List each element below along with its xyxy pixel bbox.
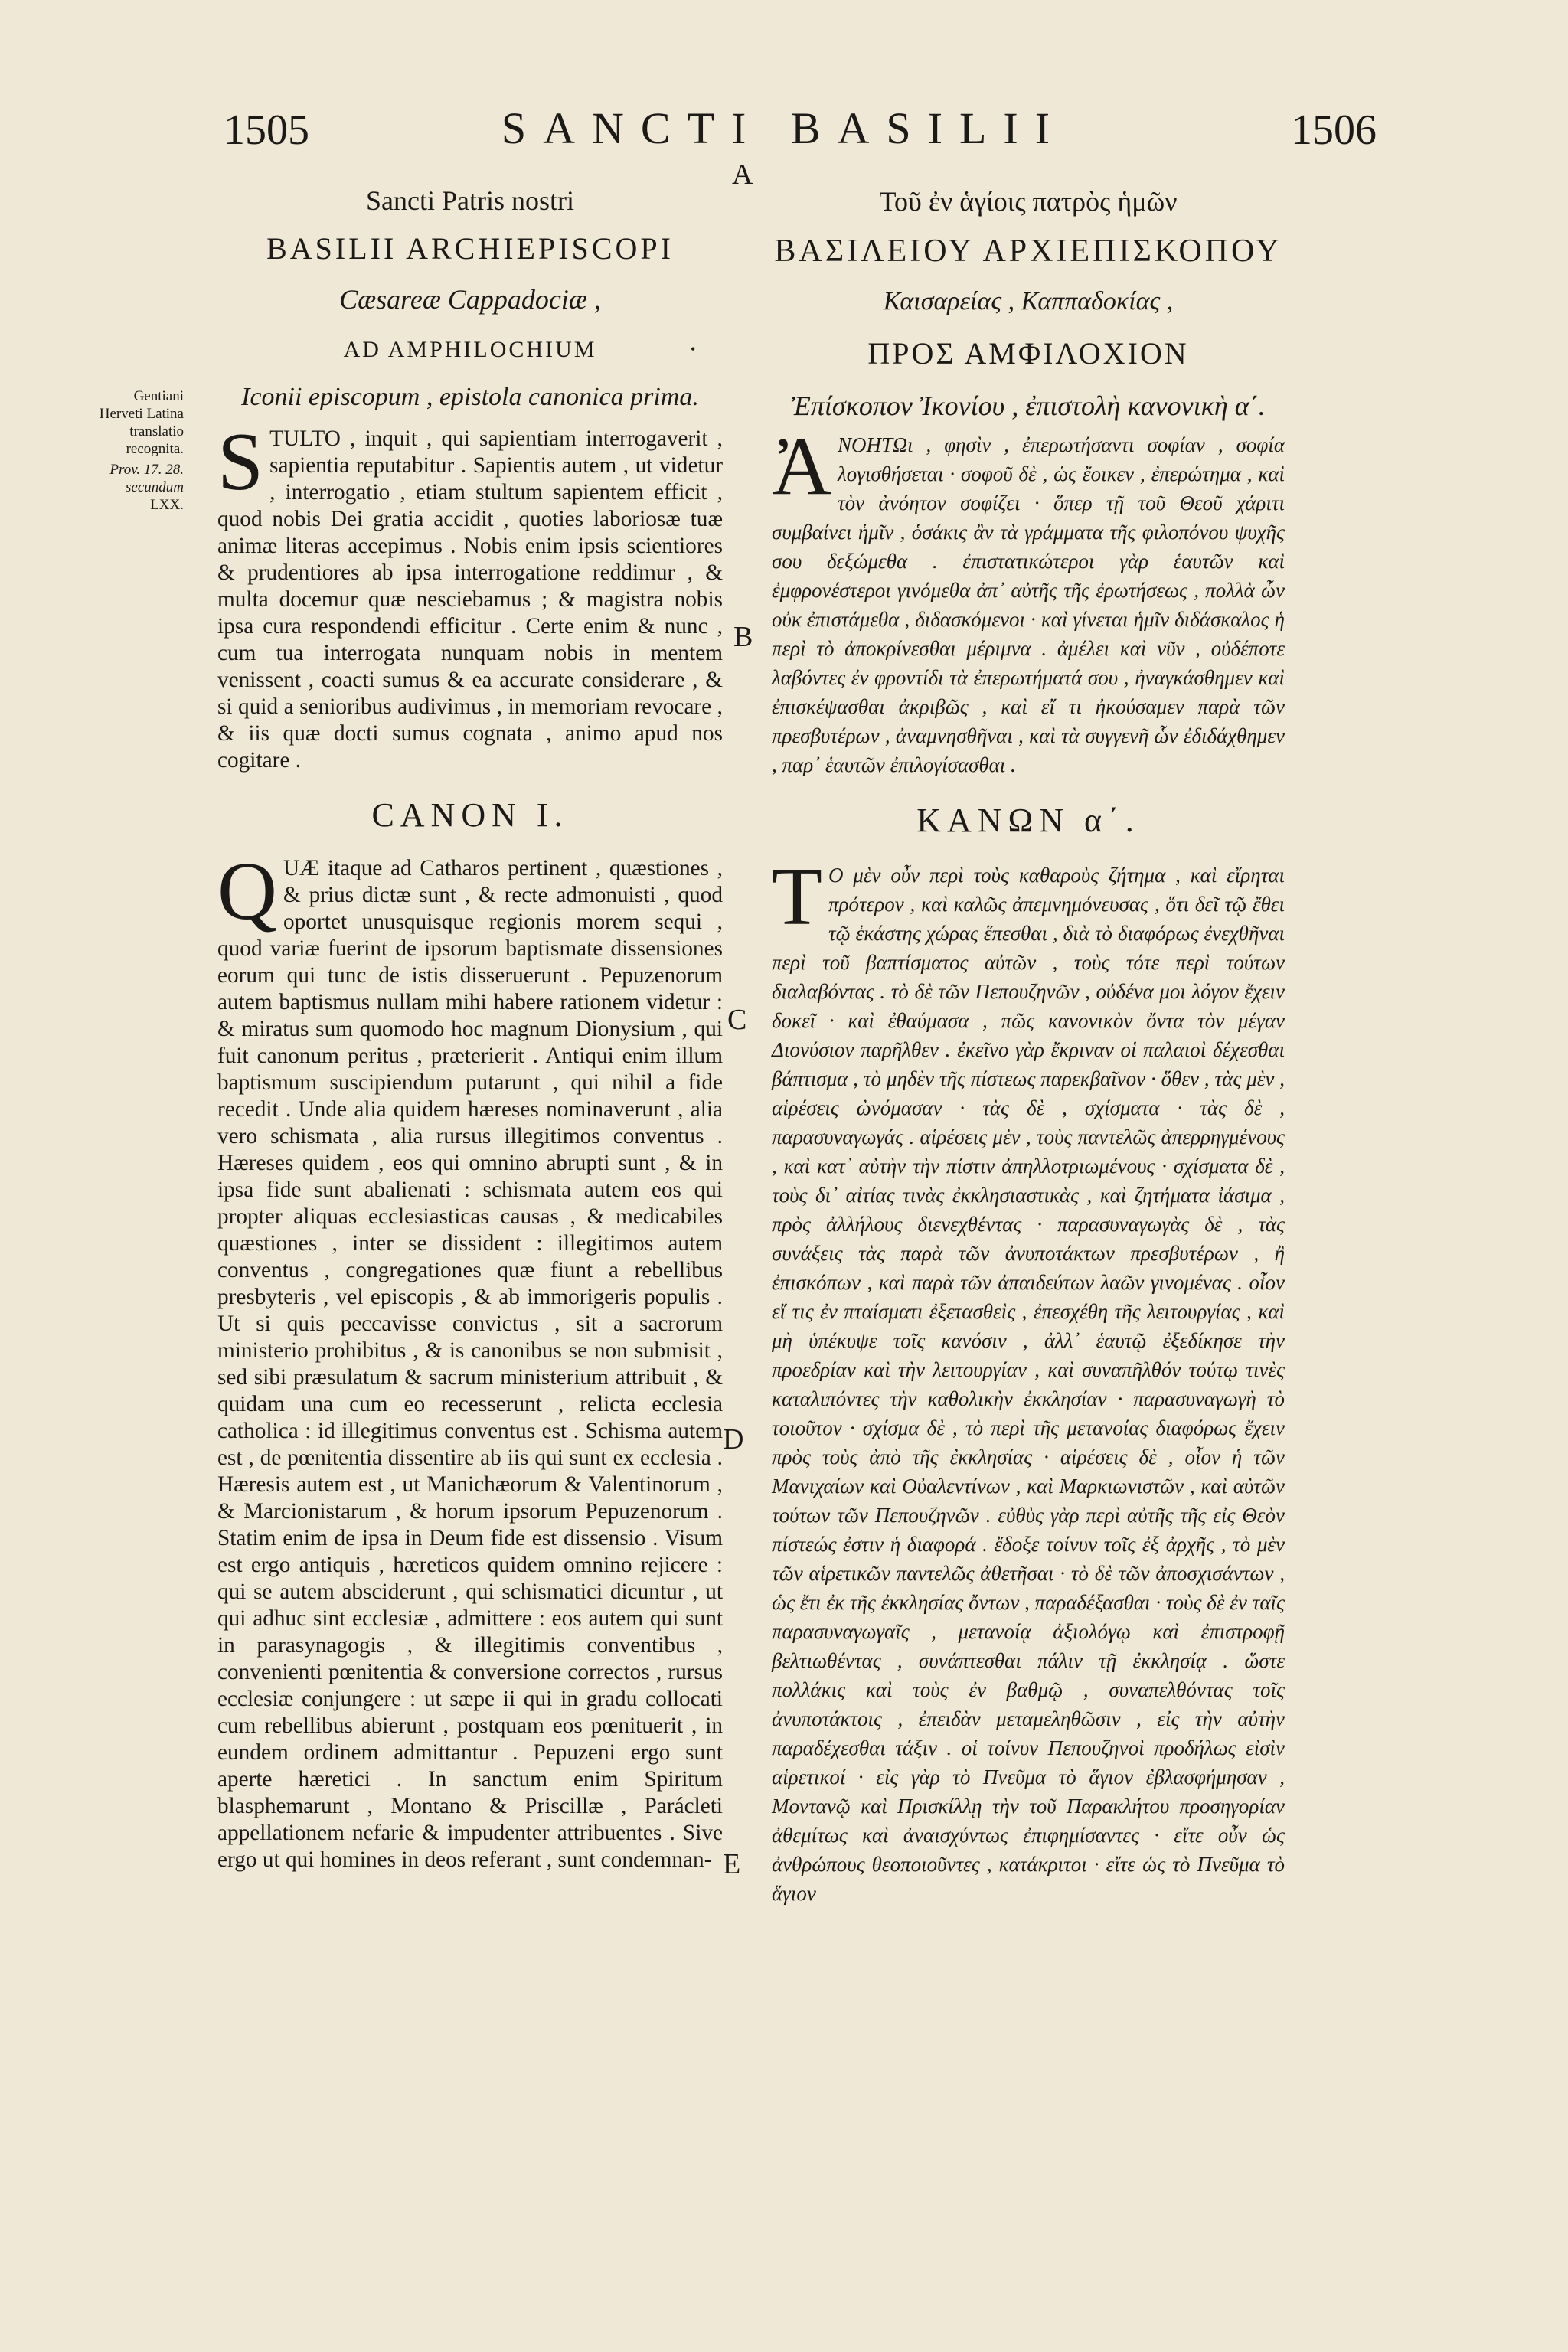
latin-title-line-3: Cæsareæ Cappadociæ , [339,284,601,315]
latin-intro-text: TULTO , inquit , qui sapientiam interrogaverit , sapientia reputabitur . Sapientis autem , ut videtur , interrogatio , etiam stultum sapientem efficit , quod nobis Dei gratia accidit , quoties laboriosæ tuæ animæ literas accepimus . Nobis enim ipsis scientiores & prudentiores ab ipsa interrogatione reddimur , & multa docemur quæ nesciebamus ; & magistra nobis ipsa cura respondendi efficitur . Certe enim & nunc , cum tua interrogata nunquam nobis in mentem venissent , coacti sumus & ea accurate considerare , & si quid a senioribus audivimus , in memoriam revocare , & iis quæ docti sumus cognata , animo apud nos cogitare . [217,426,723,773]
latin-title-line-4: AD AMPHILOCHIUM [343,337,597,362]
margin-letter-a: A [732,158,753,191]
scripture-citation: Prov. 17. 28. secundum [109,462,184,495]
greek-title-line-5: Ἐπίσκοπον Ἰκονίου , ἐπιστολὴ κανονικὴ α΄. [791,390,1266,421]
greek-title-line-3: Καισαρείας , Καππαδοκίας , [883,287,1174,315]
page-number-right: 1506 [1291,106,1377,154]
latin-title-line-1: Sancti Patris nostri [366,185,574,216]
margin-letter-e: E [723,1848,741,1880]
greek-intro-text: ΝΟΗΤΩι , φησὶν , ἐπερωτήσαντι σοφίαν , σοφία λογισθήσεται · σοφοῦ δὲ , ὡς ἔοικεν , ἐπερώτημα , καὶ τὸν ἀνόητον σοφίζει · ὅπερ τῇ τοῦ Θεοῦ χάριτι συμβαίνει ἡμῖν , ὁσάκις ἂν τὰ γράμματα τῆς φιλοπόνου ψυχῆς σου δεξώμεθα . ἐπιστατικώτεροι γὰρ ἑαυτῶν καὶ ἐμφρονέστεροι γινόμεθα ἀπ᾽ αὐτῆς τῆς ἐρωτήσεως , πολλὰ ὧν οὐκ ἐπιστάμεθα , διδασκόμενοι · καὶ γίνεται ἡμῖν διδάσκαλος ἡ περὶ τὸ ἀποκρίνεσθαι μέριμνα . ἀμέλει καὶ νῦν , οὐδέποτε λαβόντες ἐν φροντίδι τὰ ἐπερωτήματά σου , ἠναγκάσθημεν καὶ ἐπισκέψασθαι ἀκριβῶς , καὶ εἴ τι ἠκούσαμεν παρὰ τῶν πρεσβυτέρων , ἀναμνησθῆναι , καὶ τὰ συγγενῆ ὧν ἐδιδάχθημεν , παρ᾽ ἑαυτῶν ἐπιλογίσασθαι . [772,433,1285,776]
margin-letter-d: D [723,1423,744,1455]
greek-intro-initial: Ἀ [772,421,831,512]
latin-canon-body [217,846,723,1873]
greek-canon-initial: Τ [772,851,822,942]
latin-title-line-2: BASILII ARCHIEPISCOPI [266,231,674,266]
margin-letter-c: C [727,1004,747,1036]
greek-title-line-4: ΠΡΟΣ ΑΜΦΙΛΟΧΙΟΝ [867,336,1189,371]
latin-canon-title: CANON I. [371,796,569,834]
greek-title-line-2: ΒΑΣΙΛΕΙΟΥ ΑΡΧΙΕΠΙΣΚΟΠΟΥ [774,234,1282,269]
septuagint-note: LXX. [150,497,184,513]
greek-title-line-1: Τοῦ ἐν ἁγίοις πατρὸς ἡμῶν [879,186,1178,217]
greek-introduction [772,421,1285,779]
page-number-left: 1505 [224,106,309,154]
translator-note: Gentiani Herveti Latina translatio recognita. [99,388,184,457]
latin-title-line-5: Iconii episcopum , epistola canonica prima. [241,383,699,411]
margin-letter-b: B [733,621,753,653]
greek-canon-body [772,851,1285,1908]
greek-canon-text: Ο μὲν οὖν περὶ τοὺς καθαροὺς ζήτημα , καὶ εἴρηται πρότερον , καὶ καλῶς ἀπεμνημόνευσας , ὅτι δεῖ τῷ ἔθει τῷ ἑκάστης χώρας ἕπεσθαι , διὰ τὸ διαφόρως ἐνεχθῆναι περὶ τοῦ βαπτίσματος αὐτῶν , τοὺς τότε περὶ τούτων διαλαβόντας . τὸ δὲ τῶν Πεπουζηνῶν , οὐδένα μοι λόγον ἔχειν δοκεῖ · καὶ ἐθαύμασα , πῶς κανονικὸν ὄντα τὸν μέγαν Διονύσιον παρῆλθεν . ἐκεῖνο γὰρ ἔκριναν οἱ παλαιοὶ δέχεσθαι βάπτισμα , τὸ μηδὲν τῆς πίστεως παρεκβαῖνον · ὅθεν , τὰς μὲν , αἱρέσεις ὠνόμασαν · τὰς δὲ , σχίσματα · τὰς δὲ , παρασυναγωγάς . αἱρέσεις μὲν , τοὺς παντελῶς ἀπερρηγμένους , καὶ κατ᾽ αὐτὴν τὴν πίστιν ἀπηλλοτριωμένους · σχίσματα δὲ , τοὺς δι᾽ αἰτίας τινὰς ἐκκλησιαστικὰς , καὶ ζητήματα ἰάσιμα , πρὸς ἀλλήλους διενεχθέντας · παρασυναγωγὰς δὲ , τὰς συνάξεις τὰς παρὰ τῶν ἀνυποτάκτων πρεσβυτέρων , ἢ ἐπισκόπων , καὶ παρὰ τῶν ἀπαιδεύτων λαῶν γινομένας . οἷον εἴ τις ἐν πταίσματι ἐξετασθεὶς , ἐπεσχέθη τῆς λειτουργίας , καὶ μὴ ὑπέκυψε τοῖς κανόσιν , ἀλλ᾽ ἑαυτῷ ἐξεδίκησε τὴν προεδρίαν καὶ τὴν λειτουργίαν , καὶ συναπῆλθόν τούτῳ τινὲς καταλιπόντες τὴν καθολικὴν ἐκκλησίαν · παρασυναγωγὴ τὸ τοιοῦτον · σχίσμα δὲ , τὸ περὶ τῆς μετανοίας διαφόρως ἔχειν πρὸς τοὺς ἀπὸ τῆς ἐκκλησίας · αἱρέσεις δὲ , οἷον ἡ τῶν Μανιχαίων καὶ Οὐαλεντίνων , καὶ Μαρκιωνιστῶν , καὶ αὐτῶν τούτων τῶν Πεπουζηνῶν . εὐθὺς γὰρ περὶ αὐτῆς τῆς εἰς Θεὸν πίστεώς ἐστιν ἡ διαφορά . ἔδοξε τοίνυν τοῖς ἐξ ἀρχῆς , τὸ μὲν τῶν αἱρετικῶν παντελῶς ἀθετῆσαι · τὸ δὲ τῶν ἀποσχισάντων , ὡς ἔτι ἐκ τῆς ἐκκλησίας ὄντων , παραδέξασθαι · τοὺς δὲ ἐν ταῖς παρασυναγωγαῖς , μετανοίᾳ ἀξιολόγῳ καὶ ἐπιστροφῇ βελτιωθέντας , συνάπτεσθαι πάλιν τῇ ἐκκλησίᾳ . ὥστε πολλάκις καὶ τοὺς ἐν βαθμῷ , συναπελθόντας τοῖς ἀνυποτάκτοις , ἐπειδὰν μεταμεληθῶσιν , εἰς τὴν αὐτὴν παραδέχεσθαι τάξιν . οἱ τοίνυν Πεπουζηνοὶ προδήλως εἰσὶν αἱρετικοί · εἰς γὰρ τὸ Πνεῦμα τὸ ἅγιον ἐβλασφήμησαν , Μοντανῷ καὶ Πρισκίλλῃ τὴν τοῦ Παρακλήτου προσηγορίαν ἀθεμίτως καὶ ἀναισχύντως ἐπιφημίσαντες · εἴτε οὖν ὡς ἀνθρώπους θεοποιοῦντες , κατάκριτοι · εἴτε ὡς τὸ Πνεῦμα τὸ ἅγιον [772,864,1285,1905]
margin-note [89,387,184,514]
ornament-dot: • [691,341,696,357]
latin-intro-initial: S [217,416,264,508]
greek-canon-title: ΚΑΝΩΝ α΄. [916,802,1140,839]
latin-canon-initial: Q [217,846,277,937]
latin-introduction [217,416,723,774]
latin-canon-text: UÆ itaque ad Catharos pertinent , quæstiones , & prius dictæ sunt , & recte admonuisti , quod oportet unusquisque regionis morem sequi , quod variæ fuerint de ipsorum baptismate dissensiones eorum qui tunc de istis disseruerunt . Pepuzenorum autem baptismus nullam mihi habere rationem videtur : & miratus sum quomodo hoc magnum Dionysium , qui fuit canonum peritus , præterierit . Antiqui enim illum baptismum suscipiendum putarunt , qui nihil a fide recedit . Unde alia quidem hæreses nominaverunt , alia vero schismata , alia rursus illegitimos conventus . Hæreses quidem , eos qui omnino abrupti sunt , & in ipsa fide sunt abalienati : schismata autem eos qui propter aliquas ecclesiasticas causas , & medicabiles quæstiones , inter se dissident : illegitimos autem conventus , congregationes quæ fiunt a rebellibus presbyteris , vel episcopis , & ab immorigeris populis . Ut si quis peccavisse convictus , sit a sacrorum ministerio prohibitus , & is canonibus se non submisit , sed sibi præsulatum & sacrum ministerium attribuit , & quidam una cum eo recesserunt , relicta ecclesia catholica : id illegitimus conventus est . Schisma autem est , de pœnitentia dissentire ab iis qui sunt ex ecclesia . Hæresis autem est , ut Manichæorum & Valentinorum , & Marcionistarum , & horum ipsorum Pepuzenorum . Statim enim de ipsa in Deum fide est dissensio . Visum est ergo antiquis , hæreticos quidem omnino rejicere : qui se autem absciderunt , qui schismatici dicuntur , ut qui adhuc sint ecclesiæ , admittere : eos autem qui sunt in parasynagogis , & illegitimis conventibus , convenienti pœnitentia & conversione correctos , rursus ecclesiæ conjungere : ut sæpe ii qui in gradu collocati cum rebellibus abierunt , postquam eos pœnituerit , in eundem ordinem admittantur . Pepuzeni ergo sunt aperte hæretici . In sanctum enim Spiritum blasphemarunt , Montano & Priscillæ , Parácleti appellationem nefarie & impudenter attribuentes . Sive ergo ut qui homines in deos referant , sunt condemnan- [217,856,723,1872]
greek-column [772,178,1285,1908]
running-head: SANCTI BASILII [501,103,1067,153]
latin-column [217,178,723,1873]
